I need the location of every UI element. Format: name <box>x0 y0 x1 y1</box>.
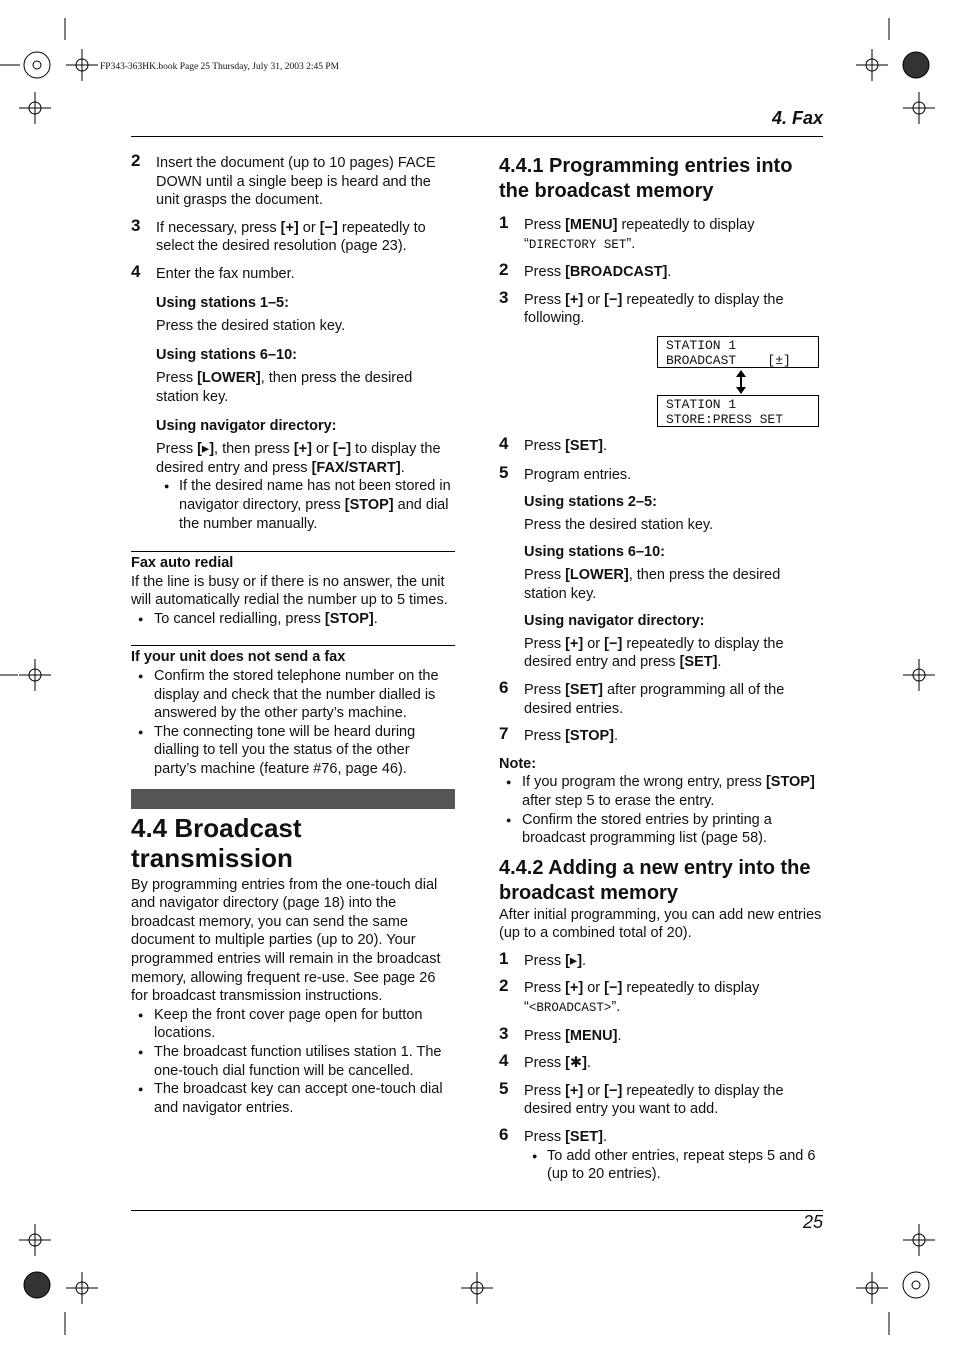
stations-6-10: Using stations 6–10: Press [LOWER], then press the desired station key. <box>524 544 781 602</box>
list-item: ● To add other entries, repeat steps 5 and 6 (up to 20 entries). <box>499 1147 823 1184</box>
section-heading: 4.4 Broadcast <box>131 812 302 843</box>
registration-mark-icon <box>19 92 51 124</box>
right-column: 4.4.1 Programming entries into the broadcast memory 1 Press [MENU] repeatedly to display “DIRECTORY SET”. 2 Press [BROADCAST]. 3 Press [+] or [−] repeatedly to display the following. <box>499 154 823 328</box>
step-2: 2 Press [+] or [−] repeatedly to display “<BROADCAST>”. <box>499 976 760 1016</box>
step-5: 5 Press [+] or [−] repeatedly to display the desired entry you want to add. <box>499 1078 784 1118</box>
registration-mark-icon <box>24 1272 50 1298</box>
file-info: FP343-363HK.book Page 25 Thursday, July 31, 2003 2:45 PM <box>100 62 340 72</box>
list-item: ● To cancel redialling, press [STOP]. <box>131 610 455 629</box>
section-title: 4. Fax <box>771 108 823 128</box>
list-item: ● Confirm the stored telephone number on the display and check that the number dialled is answered by the other party’s machine. <box>131 667 455 723</box>
registration-mark-icon <box>856 1272 888 1304</box>
registration-mark-icon <box>903 1224 935 1256</box>
note: Note: ● If you program the wrong entry, press [STOP] after step 5 to erase the entry. ● Confirm the stored entries by printing a broadcast programming list (page 58). <box>499 755 823 848</box>
step-2: 2 Insert the document (up to 10 pages) FACE DOWN until a single beep is heard and the unit grasps the document. <box>131 151 436 209</box>
list-item: ● If you program the wrong entry, press [STOP] after step 5 to erase the entry. <box>499 773 823 810</box>
registration-mark-icon <box>66 49 98 81</box>
list-item: ● Keep the front cover page open for button locations. <box>131 1006 455 1043</box>
lcd-display: STATION 1 STORE:PRESS SET <box>657 395 819 427</box>
section-bar <box>131 789 455 809</box>
registration-mark-icon <box>19 659 51 691</box>
step-3: 3 Press [MENU]. <box>499 1023 622 1044</box>
list-item: ● If the desired name has not been stored in navigator directory, press [STOP] and dial the number manually. <box>131 477 455 533</box>
footer-rule <box>131 1210 823 1211</box>
step-4: 4 Enter the fax number. <box>131 261 295 282</box>
step-4: 4 Press [SET]. <box>499 434 607 454</box>
registration-mark-icon <box>903 659 935 691</box>
lcd-display: STATION 1 BROADCAST [±] <box>657 336 819 368</box>
heading-4-4-1: 4.4.1 Programming entries into <box>499 155 793 177</box>
registration-mark-icon <box>66 1272 98 1304</box>
step-1: 1 Press [▸]. <box>499 948 587 969</box>
step-1: 1 Press [MENU] repeatedly to display “DIRECTORY SET”. <box>499 213 755 252</box>
step-6: 6 Press [SET] after programming all of the desired entries. <box>499 677 785 717</box>
registration-mark-icon <box>19 1224 51 1256</box>
registration-mark-icon <box>24 52 50 78</box>
step-2: 2 Press [BROADCAST]. <box>499 260 672 281</box>
registration-mark-icon <box>903 92 935 124</box>
list-item: ● The broadcast key can accept one-touch dial and navigator entries. <box>131 1080 455 1117</box>
header-rule <box>131 136 823 137</box>
unit-not-send: If your unit does not send a fax ● Confirm the stored telephone number on the display and check that the number dialled is answered by the other party’s machine. ● The connecting tone will be heard during dialling to tell you the status of the other party’s machine (feature #76, page 46). <box>131 645 455 778</box>
list-item: ● Confirm the stored entries by printing a broadcast programming list (page 58). <box>499 811 823 848</box>
step-3: 3 If necessary, press [+] or [−] repeatedly to select the desired resolution (page 23). <box>131 215 426 255</box>
registration-mark-icon <box>903 1272 929 1298</box>
up-down-arrow-icon <box>733 370 749 394</box>
heading-4-4-2: 4.4.2 Adding a new entry into the <box>499 856 811 879</box>
registration-mark-icon <box>856 49 888 81</box>
step-7: 7 Press [STOP]. <box>499 724 618 745</box>
stations-2-5: Using stations 2–5: Press the desired station key. <box>524 494 714 533</box>
plus-key: [+] <box>280 219 299 236</box>
broadcast-section: 4.4 Broadcast transmission By programming entries from the one-touch dial and navigator directory (page 18) into the broadcast memory, you can send the same document to multiple parties (up to 20). Your programmed entries will remain in the broadcast memory, allowing frequent re-use. See page 26 for broadcast transmission instructions. ● Keep the front cover page open for button locations. ● The broadcast function utilises station 1. The one-touch dial function will be cancelled. ● The broadcast key can accept one-touch dial and navigator entries. <box>131 813 455 1118</box>
page-number: 25 <box>802 1212 823 1232</box>
list-item: ● The broadcast function utilises station 1. The one-touch dial function will be cancelled. <box>131 1043 455 1080</box>
registration-mark-icon <box>461 1272 493 1304</box>
step-3: 3 Press [+] or [−] repeatedly to display the following. <box>499 287 784 327</box>
stations-1-5: Using stations 1–5: Press the desired station key. <box>156 294 346 335</box>
navigator-directory: Using navigator directory: Press [+] or [−] repeatedly to display the desired entry and press [SET]. <box>524 613 784 671</box>
minus-key: [−] <box>319 219 338 236</box>
stations-6-10: Using stations 6–10: Press [LOWER], then press the desired station key. <box>156 346 413 405</box>
left-column <box>131 151 455 1117</box>
fax-auto-redial: Fax auto redial If the line is busy or if there is no answer, the unit will automatically redial the number up to 5 times. ● To cancel redialling, press [STOP]. <box>131 551 455 628</box>
navigator-directory: Using navigator directory: Press [▸], then press [+] or [−] to display the desired entry and press [FAX/START]. <box>156 417 441 476</box>
step-6: 6 Press [SET]. <box>499 1125 607 1146</box>
step-4: 4 Press [✱]. <box>499 1051 591 1072</box>
right-column-lower: 4 Press [SET]. 5 Program entries. Using stations 2–5: Press the desired station key. Using stations 6–10: Press [LOWER], then press the desired station key. Using navigator directory: Press [+] or [−] repeatedly to display the desired entry and press [SET]. 6 Press [SET] after programming all of the desired entries. 7 Press [STOP]. Note: ● If you program the wrong entry, press [STOP] after step 5 to erase the entry. ● Confirm the stored entries by printing a broadcast programming list (page 58). 4.4.2 Adding a new entry into the broadcast memory After initial programming, you can add new entries (up to a combined total of 20). 1 Press [▸]. 2 Press [+] or [−] repeatedly to display “<BROADCAST>”. 3 Press [MENU]. 4 Press [✱]. 5 Press [+] or [−] repeatedly to display the desired entry you want to add. 6 Press [SET]. ● To add other entries, repeat steps 5 and 6 (up to 20 entries). <box>499 437 823 1184</box>
registration-mark-icon <box>903 52 929 78</box>
list-item: ● The connecting tone will be heard during dialling to tell you the status of the other party’s machine (feature #76, page 46). <box>131 723 455 779</box>
intro-text: After initial programming, you can add new entries (up to a combined total of 20). <box>499 906 822 942</box>
step-5: 5 Program entries. <box>499 462 632 483</box>
